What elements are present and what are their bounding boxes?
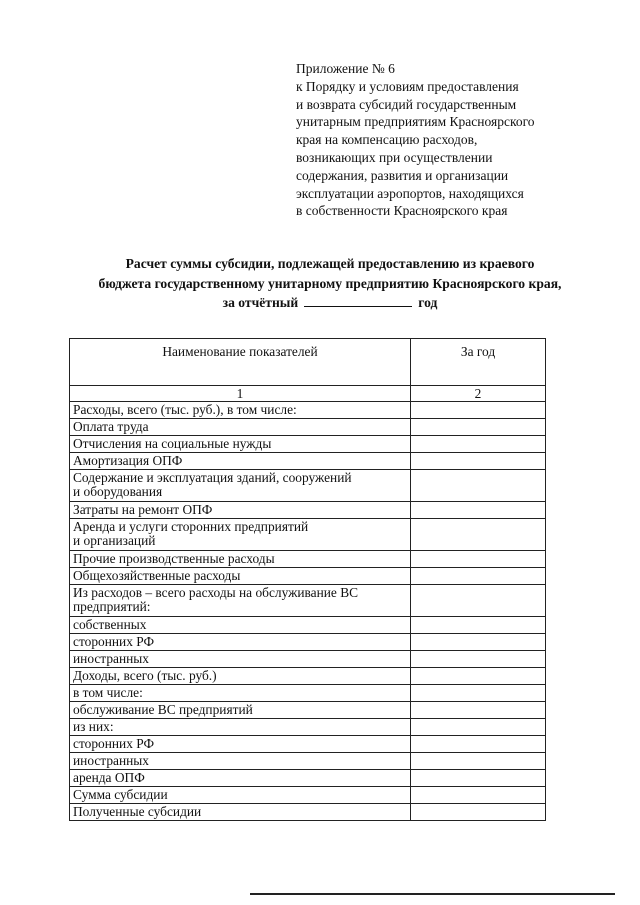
table-row [70, 787, 546, 804]
indicator-name-line: Аренда и услуги сторонних предприятий [73, 519, 309, 535]
appendix-line: возникающих при осуществлении [296, 149, 493, 165]
indicator-name-line: и оборудования [73, 484, 163, 500]
table-row [70, 685, 546, 702]
indicator-name-line: Из расходов – всего расходы на обслуживание ВС [73, 585, 359, 601]
year-value-cell[interactable] [411, 453, 546, 470]
indicator-name-line: сторонних РФ [73, 736, 155, 752]
appendix-line: содержания, развития и организации [296, 167, 509, 183]
appendix-line: края на компенсацию расходов, [296, 132, 478, 148]
indicator-name-cell [70, 702, 411, 719]
title-line-2: бюджета государственному унитарному предприятию Красноярского края, [98, 275, 562, 291]
table-row [70, 617, 546, 634]
indicator-name-cell [70, 787, 411, 804]
indicator-name-cell [70, 804, 411, 821]
indicator-name-line: Отчисления на социальные нужды [73, 436, 272, 452]
indicator-name-cell [70, 651, 411, 668]
table-row [70, 436, 546, 453]
indicator-name-cell [70, 519, 411, 551]
indicator-name-cell [70, 585, 411, 617]
table-row [70, 470, 546, 502]
table-row [70, 668, 546, 685]
indicator-name-line: собственных [73, 617, 147, 633]
table-row [70, 651, 546, 668]
header-indicator-name: Наименование показателей [70, 339, 411, 386]
title-period-suffix: год [418, 295, 438, 310]
year-value-cell[interactable] [411, 719, 546, 736]
indicator-name-cell [70, 568, 411, 585]
table-header-row [70, 339, 546, 386]
column-number-1: 1 [70, 386, 411, 402]
table-row [70, 551, 546, 568]
table-row [70, 736, 546, 753]
indicator-name-line: из них: [73, 719, 114, 735]
title-line-3 [60, 293, 600, 313]
header-for-year: За год [411, 339, 546, 386]
indicator-name-line: Сумма субсидии [73, 787, 168, 803]
year-value-cell[interactable] [411, 436, 546, 453]
indicator-name-cell [70, 402, 411, 419]
appendix-line: эксплуатации аэропортов, находящихся [296, 185, 524, 201]
indicator-name-line: Расходы, всего (тыс. руб.), в том числе: [73, 402, 297, 418]
indicator-name-cell [70, 770, 411, 787]
indicator-name-line: Прочие производственные расходы [73, 551, 275, 567]
indicator-name-line: сторонних РФ [73, 634, 155, 650]
indicator-name-cell [70, 617, 411, 634]
appendix-block [296, 60, 596, 220]
year-value-cell[interactable] [411, 753, 546, 770]
indicator-name-cell [70, 453, 411, 470]
table-row [70, 585, 546, 617]
appendix-line: к Порядку и условиям предоставления [296, 78, 519, 94]
table-row [70, 568, 546, 585]
year-value-cell[interactable] [411, 634, 546, 651]
table-row [70, 402, 546, 419]
table-row [70, 502, 546, 519]
title-line-1: Расчет суммы субсидии, подлежащей предоставлению из краевого [125, 256, 535, 271]
table-row [70, 453, 546, 470]
title-period-prefix: за отчётный [222, 295, 299, 310]
year-value-cell[interactable] [411, 470, 546, 502]
year-blank-field [304, 294, 412, 307]
year-value-cell[interactable] [411, 402, 546, 419]
year-value-cell[interactable] [411, 787, 546, 804]
indicator-name-cell [70, 736, 411, 753]
subsidy-calculation-table [69, 338, 546, 821]
indicator-name-line: предприятий: [73, 599, 151, 615]
indicator-name-cell [70, 668, 411, 685]
year-value-cell[interactable] [411, 736, 546, 753]
table-row [70, 719, 546, 736]
indicator-name-line: и организаций [73, 533, 156, 549]
bottom-rule [250, 893, 615, 895]
indicator-name-cell [70, 419, 411, 436]
indicator-name-cell [70, 685, 411, 702]
indicator-name-cell [70, 470, 411, 502]
indicator-name-line: Полученные субсидии [73, 804, 202, 820]
indicator-name-line: аренда ОПФ [73, 770, 145, 786]
column-number-2: 2 [411, 386, 546, 402]
year-value-cell[interactable] [411, 770, 546, 787]
year-value-cell[interactable] [411, 585, 546, 617]
table-row [70, 634, 546, 651]
indicator-name-cell [70, 634, 411, 651]
column-number-row [70, 386, 546, 402]
year-value-cell[interactable] [411, 419, 546, 436]
indicator-name-line: Оплата труда [73, 419, 149, 435]
indicator-name-line: Амортизация ОПФ [73, 453, 183, 469]
appendix-line: Приложение № 6 [296, 61, 395, 76]
year-value-cell[interactable] [411, 651, 546, 668]
table-row [70, 702, 546, 719]
year-value-cell[interactable] [411, 502, 546, 519]
indicator-name-line: в том числе: [73, 685, 143, 701]
indicator-name-line: иностранных [73, 753, 149, 769]
table-row [70, 770, 546, 787]
indicator-name-line: Затраты на ремонт ОПФ [73, 502, 213, 518]
indicator-name-line: обслуживание ВС предприятий [73, 702, 253, 718]
indicator-name-line: Содержание и эксплуатация зданий, сооружений [73, 470, 352, 486]
indicator-name-cell [70, 753, 411, 770]
year-value-cell[interactable] [411, 804, 546, 821]
year-value-cell[interactable] [411, 568, 546, 585]
year-value-cell[interactable] [411, 617, 546, 634]
year-value-cell[interactable] [411, 685, 546, 702]
document-title [60, 254, 600, 313]
indicator-name-cell [70, 502, 411, 519]
year-value-cell[interactable] [411, 668, 546, 685]
indicator-name-line: Общехозяйственные расходы [73, 568, 241, 584]
table-row [70, 519, 546, 551]
table-row [70, 804, 546, 821]
year-value-cell[interactable] [411, 702, 546, 719]
table-row [70, 419, 546, 436]
table-row [70, 753, 546, 770]
indicator-name-line: Доходы, всего (тыс. руб.) [73, 668, 217, 684]
year-value-cell[interactable] [411, 551, 546, 568]
indicator-name-line: иностранных [73, 651, 149, 667]
appendix-line: в собственности Красноярского края [296, 203, 508, 219]
indicator-name-cell [70, 719, 411, 736]
year-value-cell[interactable] [411, 519, 546, 551]
indicator-name-cell [70, 551, 411, 568]
indicator-name-cell [70, 436, 411, 453]
appendix-line: унитарным предприятиям Красноярского [296, 114, 535, 130]
appendix-line: и возврата субсидий государственным [296, 96, 517, 112]
